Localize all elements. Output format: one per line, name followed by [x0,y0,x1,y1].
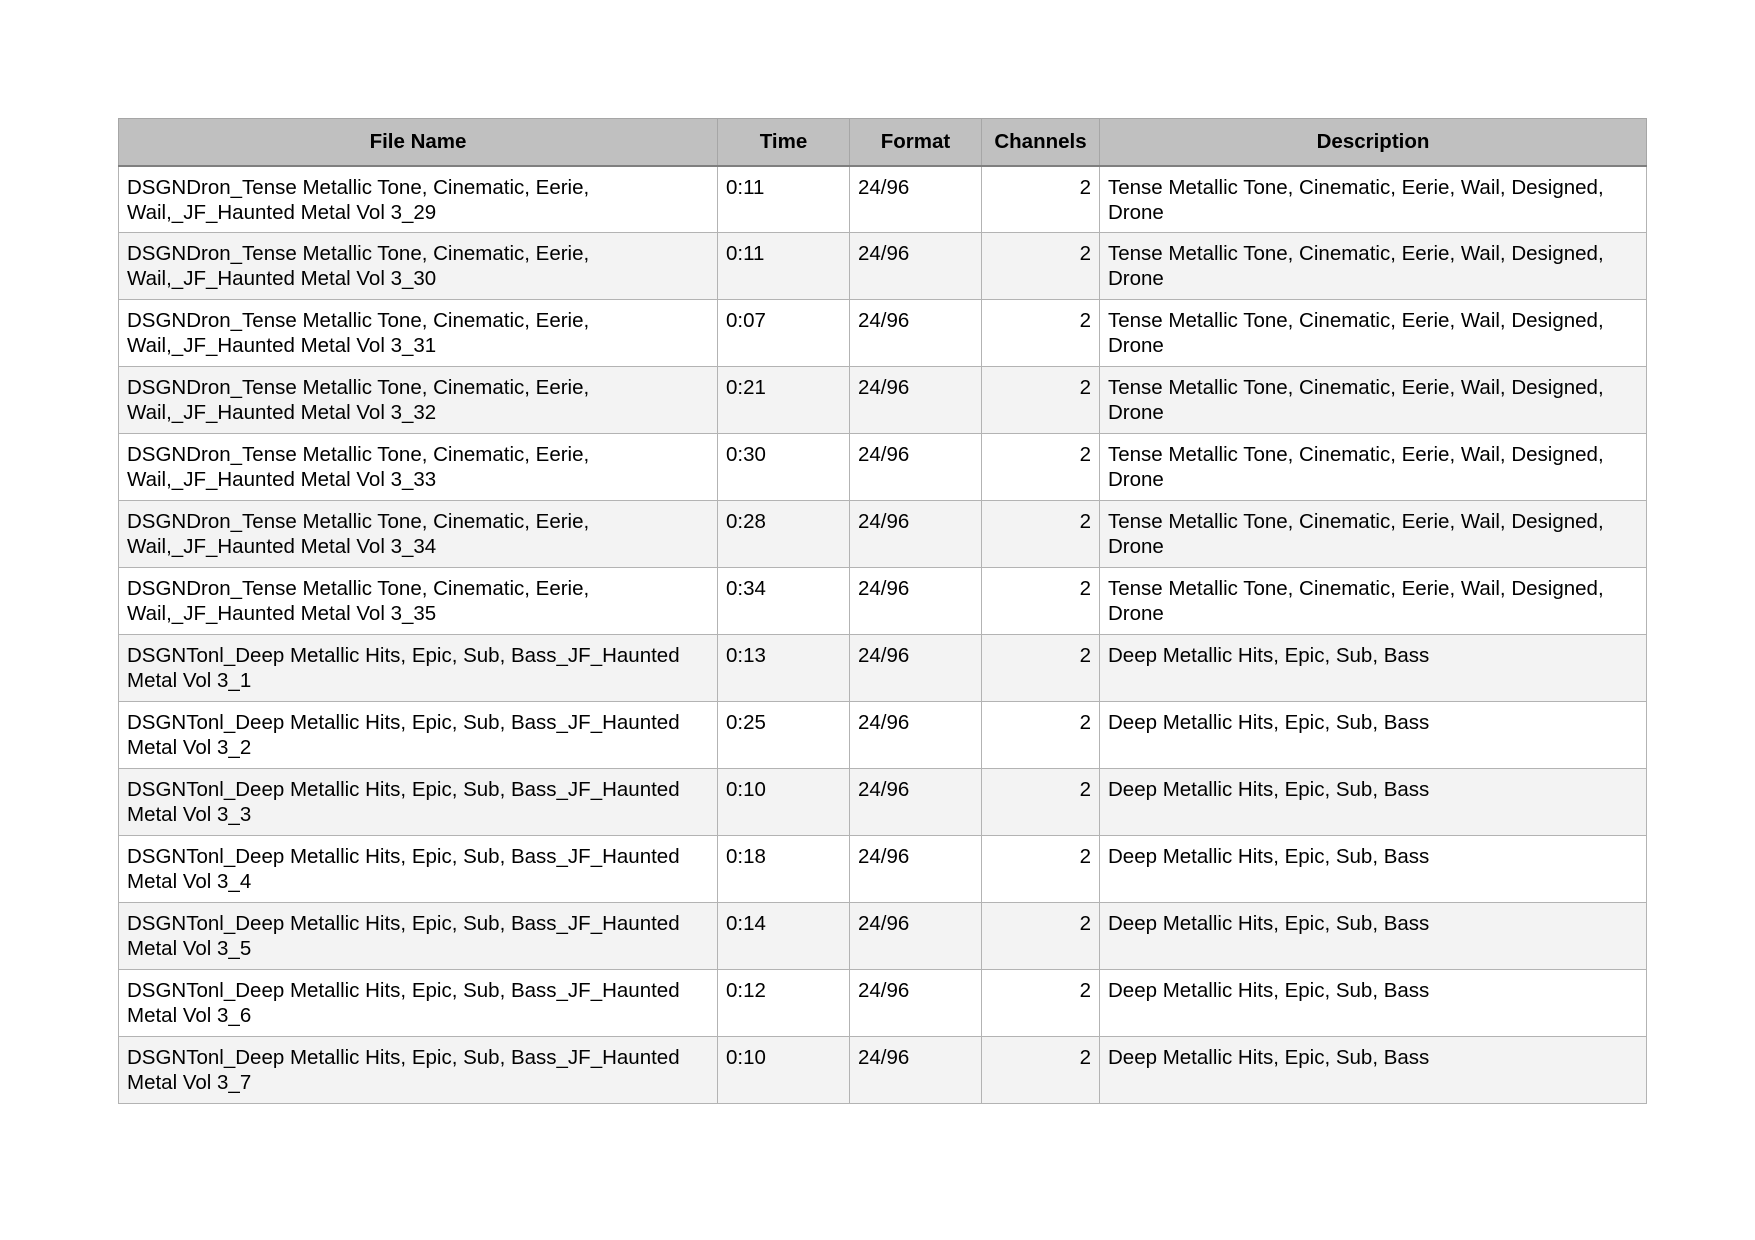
cell-channels: 2 [982,300,1100,367]
table-row [119,568,1647,635]
table-row [119,233,1647,300]
cell-time: 0:13 [718,635,850,702]
table-row [119,836,1647,903]
table-row [119,769,1647,836]
cell-format: 24/96 [850,501,982,568]
cell-description: Deep Metallic Hits, Epic, Sub, Bass [1100,903,1647,970]
column-header-channels: Channels [982,119,1100,166]
cell-description: Deep Metallic Hits, Epic, Sub, Bass [1100,702,1647,769]
table-row [119,1037,1647,1104]
cell-channels: 2 [982,769,1100,836]
cell-description: Deep Metallic Hits, Epic, Sub, Bass [1100,970,1647,1037]
cell-format: 24/96 [850,367,982,434]
cell-file-name: DSGNTonl_Deep Metallic Hits, Epic, Sub, Bass_JF_Haunted Metal Vol 3_6 [119,970,718,1037]
cell-file-name: DSGNTonl_Deep Metallic Hits, Epic, Sub, Bass_JF_Haunted Metal Vol 3_7 [119,1037,718,1104]
cell-format: 24/96 [850,836,982,903]
column-header-description: Description [1100,119,1647,166]
cell-time: 0:10 [718,1037,850,1104]
table-row [119,367,1647,434]
cell-format: 24/96 [850,166,982,233]
table-body [119,166,1647,1104]
table-header [119,119,1647,166]
cell-file-name: DSGNTonl_Deep Metallic Hits, Epic, Sub, Bass_JF_Haunted Metal Vol 3_2 [119,702,718,769]
table-row [119,702,1647,769]
document-sheet [118,118,1646,1104]
cell-description: Tense Metallic Tone, Cinematic, Eerie, Wail, Designed, Drone [1100,501,1647,568]
cell-channels: 2 [982,702,1100,769]
cell-file-name: DSGNDron_Tense Metallic Tone, Cinematic, Eerie, Wail,_JF_Haunted Metal Vol 3_30 [119,233,718,300]
cell-time: 0:11 [718,233,850,300]
cell-description: Deep Metallic Hits, Epic, Sub, Bass [1100,635,1647,702]
cell-channels: 2 [982,166,1100,233]
cell-format: 24/96 [850,434,982,501]
cell-channels: 2 [982,903,1100,970]
column-header-format: Format [850,119,982,166]
column-header-file-name: File Name [119,119,718,166]
cell-format: 24/96 [850,568,982,635]
cell-format: 24/96 [850,903,982,970]
cell-time: 0:11 [718,166,850,233]
cell-time: 0:30 [718,434,850,501]
table-row [119,166,1647,233]
cell-time: 0:12 [718,970,850,1037]
cell-channels: 2 [982,233,1100,300]
cell-channels: 2 [982,836,1100,903]
cell-time: 0:10 [718,769,850,836]
table-row [119,434,1647,501]
cell-channels: 2 [982,635,1100,702]
cell-channels: 2 [982,434,1100,501]
cell-file-name: DSGNTonl_Deep Metallic Hits, Epic, Sub, Bass_JF_Haunted Metal Vol 3_3 [119,769,718,836]
table-row [119,635,1647,702]
cell-file-name: DSGNDron_Tense Metallic Tone, Cinematic, Eerie, Wail,_JF_Haunted Metal Vol 3_29 [119,166,718,233]
cell-file-name: DSGNTonl_Deep Metallic Hits, Epic, Sub, Bass_JF_Haunted Metal Vol 3_4 [119,836,718,903]
cell-time: 0:34 [718,568,850,635]
cell-format: 24/96 [850,702,982,769]
cell-time: 0:28 [718,501,850,568]
cell-channels: 2 [982,501,1100,568]
cell-description: Tense Metallic Tone, Cinematic, Eerie, Wail, Designed, Drone [1100,300,1647,367]
header-row [119,119,1647,166]
cell-channels: 2 [982,568,1100,635]
cell-description: Deep Metallic Hits, Epic, Sub, Bass [1100,836,1647,903]
cell-format: 24/96 [850,635,982,702]
cell-channels: 2 [982,1037,1100,1104]
cell-format: 24/96 [850,1037,982,1104]
cell-description: Deep Metallic Hits, Epic, Sub, Bass [1100,769,1647,836]
cell-description: Tense Metallic Tone, Cinematic, Eerie, Wail, Designed, Drone [1100,367,1647,434]
cell-format: 24/96 [850,769,982,836]
cell-file-name: DSGNDron_Tense Metallic Tone, Cinematic, Eerie, Wail,_JF_Haunted Metal Vol 3_31 [119,300,718,367]
cell-format: 24/96 [850,970,982,1037]
cell-file-name: DSGNTonl_Deep Metallic Hits, Epic, Sub, Bass_JF_Haunted Metal Vol 3_1 [119,635,718,702]
cell-file-name: DSGNTonl_Deep Metallic Hits, Epic, Sub, Bass_JF_Haunted Metal Vol 3_5 [119,903,718,970]
cell-description: Tense Metallic Tone, Cinematic, Eerie, Wail, Designed, Drone [1100,568,1647,635]
table-row [119,903,1647,970]
column-header-time: Time [718,119,850,166]
cell-format: 24/96 [850,233,982,300]
file-table [118,118,1647,1104]
cell-time: 0:21 [718,367,850,434]
cell-file-name: DSGNDron_Tense Metallic Tone, Cinematic, Eerie, Wail,_JF_Haunted Metal Vol 3_34 [119,501,718,568]
cell-channels: 2 [982,970,1100,1037]
cell-description: Tense Metallic Tone, Cinematic, Eerie, Wail, Designed, Drone [1100,233,1647,300]
cell-time: 0:14 [718,903,850,970]
cell-description: Tense Metallic Tone, Cinematic, Eerie, Wail, Designed, Drone [1100,434,1647,501]
table-row [119,300,1647,367]
cell-description: Tense Metallic Tone, Cinematic, Eerie, Wail, Designed, Drone [1100,166,1647,233]
cell-time: 0:18 [718,836,850,903]
cell-channels: 2 [982,367,1100,434]
cell-time: 0:07 [718,300,850,367]
table-row [119,970,1647,1037]
cell-file-name: DSGNDron_Tense Metallic Tone, Cinematic, Eerie, Wail,_JF_Haunted Metal Vol 3_33 [119,434,718,501]
cell-time: 0:25 [718,702,850,769]
cell-file-name: DSGNDron_Tense Metallic Tone, Cinematic, Eerie, Wail,_JF_Haunted Metal Vol 3_32 [119,367,718,434]
cell-description: Deep Metallic Hits, Epic, Sub, Bass [1100,1037,1647,1104]
cell-format: 24/96 [850,300,982,367]
table-row [119,501,1647,568]
cell-file-name: DSGNDron_Tense Metallic Tone, Cinematic, Eerie, Wail,_JF_Haunted Metal Vol 3_35 [119,568,718,635]
